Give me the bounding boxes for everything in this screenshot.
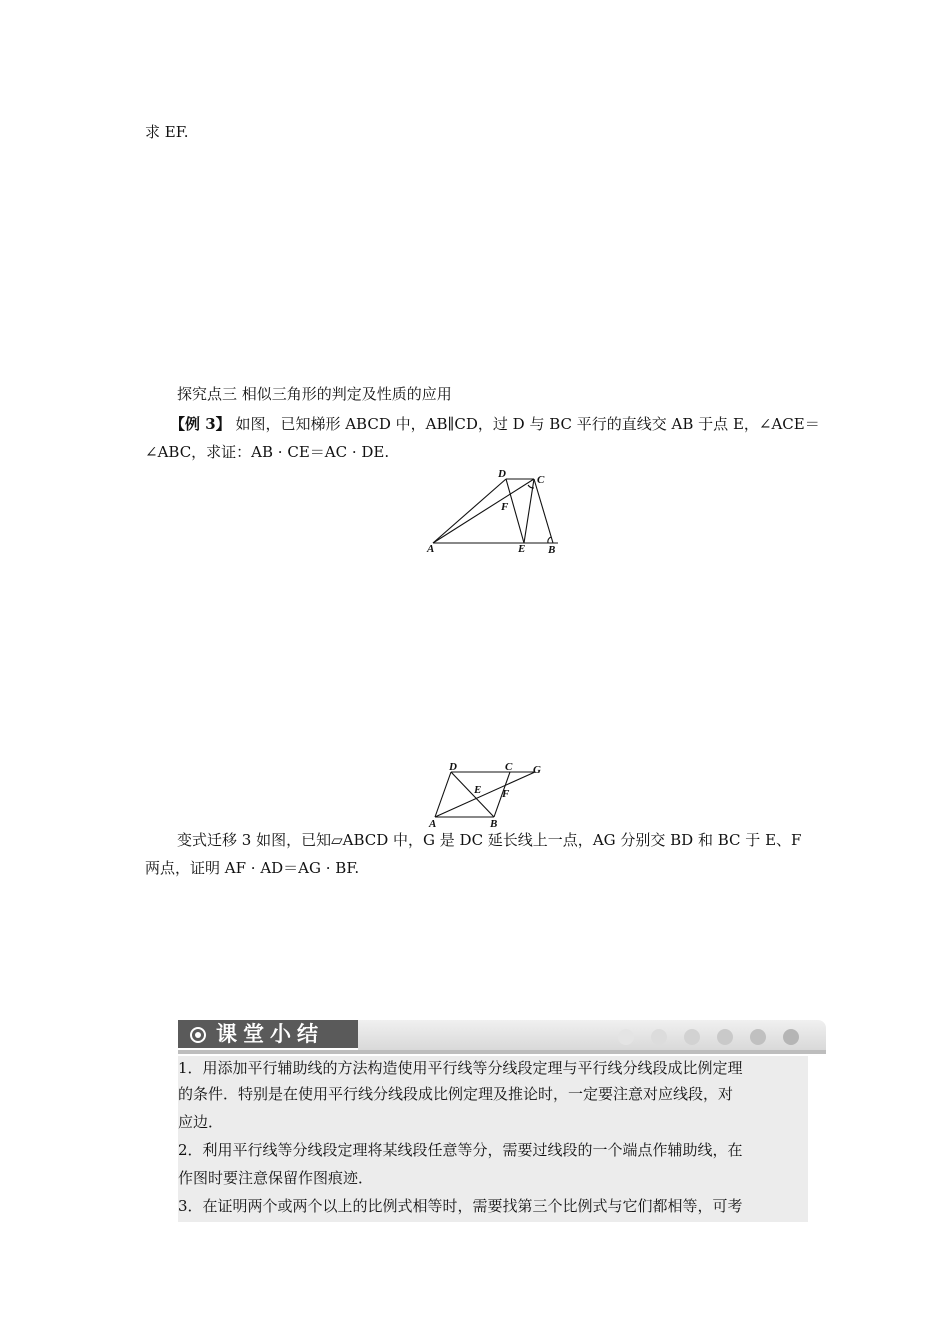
label-E: E [474,784,482,796]
parallelogram-figure [422,760,552,830]
banner-bar [358,1020,826,1050]
example-tag: 【例 3】 [170,415,231,433]
example-3-text: 如图，已知梯形 ABCD 中，AB∥CD，过 D 与 BC 平行的直线交 AB 于点 E，∠ACE＝ [230,415,820,433]
decor-dot-icon [651,1029,667,1045]
label-A: A [427,543,435,555]
summary-line: 3．在证明两个或两个以上的比例式相等时，需要找第三个比例式与它们都相等，可考 [178,1197,743,1215]
banner-rule [178,1050,826,1054]
example-3-line-2: ∠ABC，求证：AB · CE＝AC · DE. [145,443,390,461]
decor-dot-icon [684,1029,700,1045]
label-B: B [490,818,498,830]
summary-line: 2．利用平行线等分线段定理将某线段任意等分，需要过线段的一个端点作辅助线，在 [178,1141,743,1159]
summary-line: 的条件．特别是在使用平行线分线段成比例定理及推论时，一定要注意对应线段，对 [178,1085,734,1103]
summary-line: 作图时要注意保留作图痕迹． [178,1169,374,1187]
summary-line: 1．用添加平行辅助线的方法构造使用平行线等分线段定理与平行线分线段成比例定理 [178,1059,743,1077]
example-3-line-1 [170,414,820,434]
label-A: A [429,818,437,830]
decor-dot-icon [618,1029,634,1045]
decor-dot-icon [783,1029,799,1045]
target-circle-icon [190,1027,206,1043]
label-C: C [537,474,545,486]
label-F: F [501,501,509,513]
section-heading-3: 探究点三 相似三角形的判定及性质的应用 [177,385,452,403]
text-line-find-ef: 求 EF. [145,123,189,141]
summary-title: 课堂小结 [216,1022,324,1046]
decor-dot-icon [717,1029,733,1045]
summary-banner [178,1018,826,1058]
label-G: G [533,764,541,776]
label-E: E [518,543,526,555]
summary-box [178,1056,808,1222]
label-D: D [498,468,506,480]
label-C: C [505,761,513,773]
label-B: B [548,544,556,556]
summary-title-tab [178,1020,358,1048]
label-F: F [502,788,510,800]
decor-dot-icon [750,1029,766,1045]
label-D: D [449,761,457,773]
variant-3-line-2: 两点，证明 AF · AD＝AG · BF. [145,859,360,877]
summary-line: 应边． [178,1113,224,1131]
variant-3-line-1: 变式迁移 3 如图，已知▱ABCD 中，G 是 DC 延长线上一点，AG 分别交 BD 和 BC 于 E、F [177,831,802,849]
trapezoid-figure [420,466,570,558]
